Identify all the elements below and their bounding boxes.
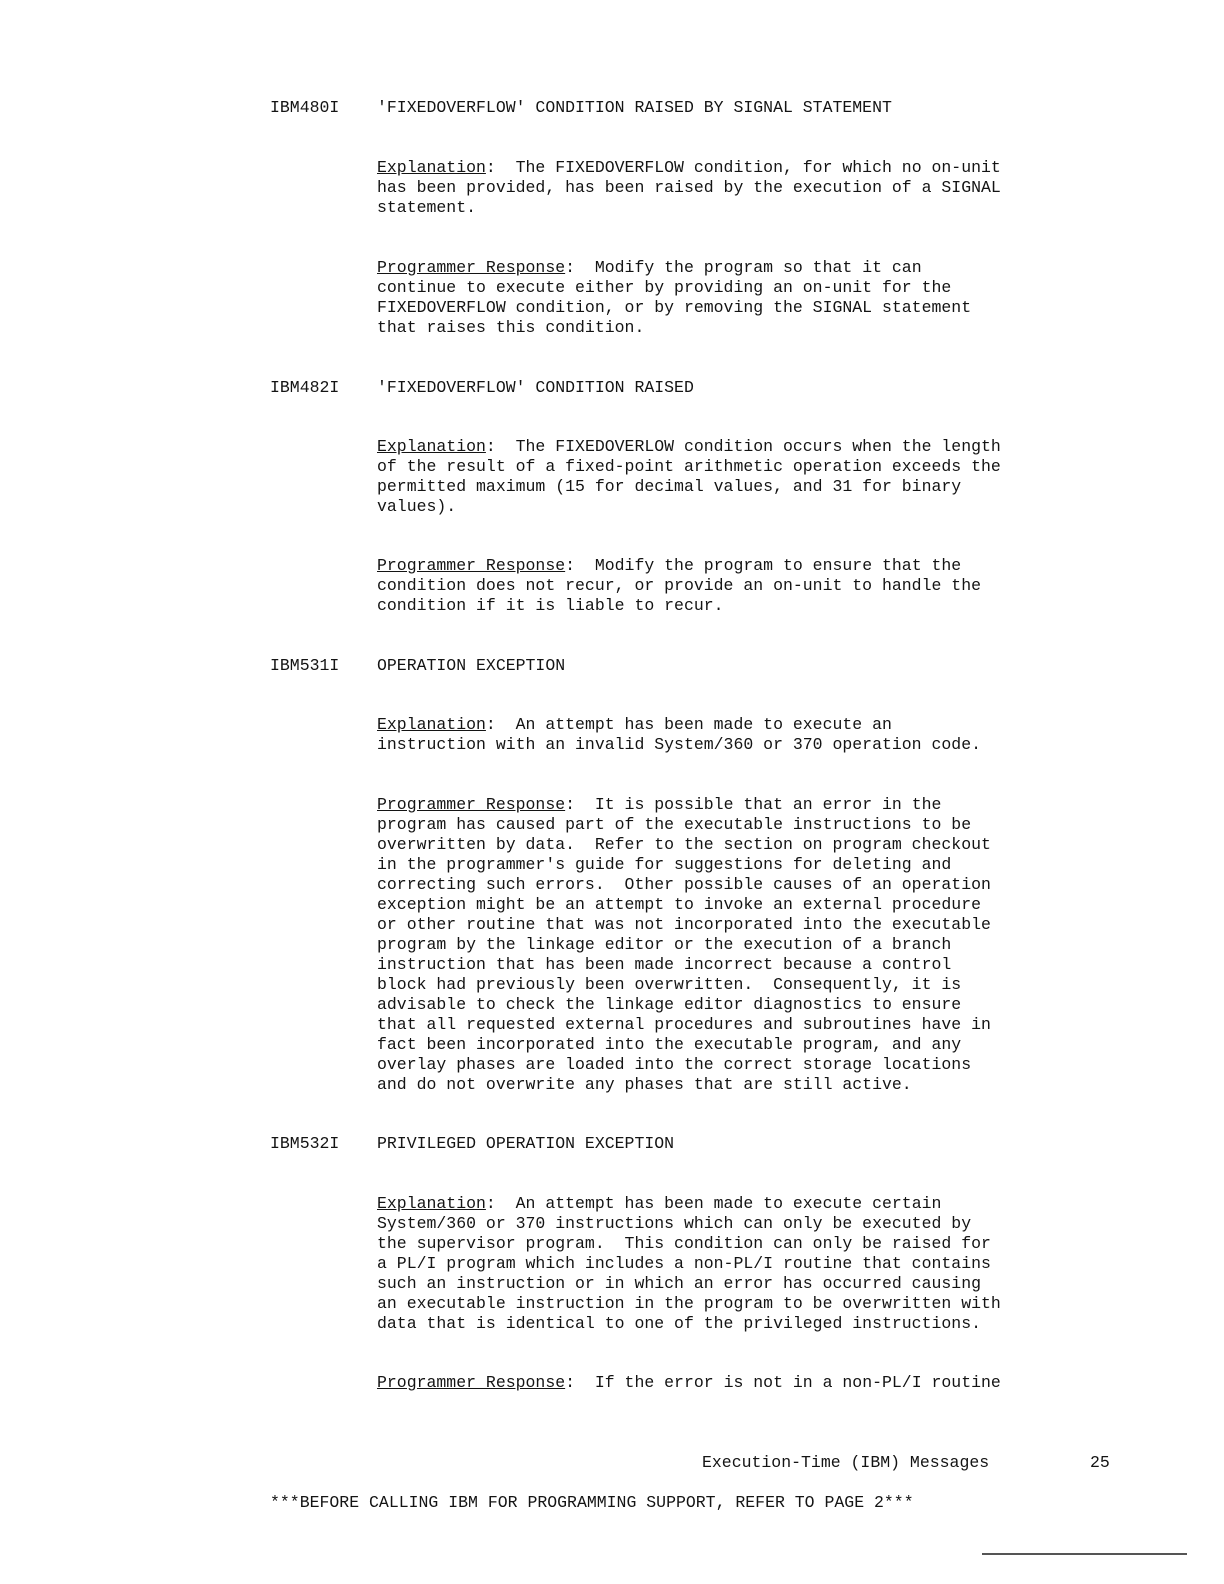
support-notice: ***BEFORE CALLING IBM FOR PROGRAMMING SUPPORT, REFER TO PAGE 2***	[270, 1493, 914, 1512]
message-response	[377, 1373, 1001, 1393]
response-label: Programmer Response	[377, 795, 566, 814]
message-title: OPERATION EXCEPTION	[377, 656, 566, 675]
message-code: IBM531I	[270, 656, 340, 675]
message-title: 'FIXEDOVERFLOW' CONDITION RAISED	[377, 378, 694, 397]
message-title: PRIVILEGED OPERATION EXCEPTION	[377, 1134, 675, 1153]
message-title: 'FIXEDOVERFLOW' CONDITION RAISED BY SIGNAL STATEMENT	[377, 98, 892, 117]
response-label: Programmer Response	[377, 258, 566, 277]
message-explanation	[377, 715, 981, 755]
explanation-label: Explanation	[377, 158, 486, 177]
response-label: Programmer Response	[377, 556, 566, 575]
explanation-text: : The FIXEDOVERFLOW condition, for which no on-unit has been provided, has been raised by the execution of a SIGNAL statement.	[377, 158, 1001, 217]
explanation-text: : An attempt has been made to execute an instruction with an invalid System/360 or 370 operation code.	[377, 715, 981, 754]
response-text: : Modify the program so that it can continue to execute either by providing an on-unit for the FIXEDOVERFLOW condition, or by removing the SIGNAL statement that raises this condition.	[377, 258, 972, 337]
explanation-label: Explanation	[377, 1194, 486, 1213]
message-response	[377, 556, 981, 616]
page-number: 25	[1090, 1453, 1110, 1472]
explanation-label: Explanation	[377, 715, 486, 734]
message-explanation	[377, 1194, 1001, 1334]
running-footer-title: Execution-Time (IBM) Messages	[702, 1453, 990, 1472]
response-text: : Modify the program to ensure that the condition does not recur, or provide an on-unit to handle the condition if it is liable to recur.	[377, 556, 981, 615]
message-explanation	[377, 158, 1001, 218]
message-code: IBM480I	[270, 98, 340, 117]
explanation-text: : The FIXEDOVERLOW condition occurs when the length of the result of a fixed-point arithmetic operation exceeds the permitted maximum (15 for decimal values, and 31 for binary values).	[377, 437, 1001, 516]
message-response	[377, 795, 991, 1095]
message-explanation	[377, 437, 1001, 517]
message-response	[377, 258, 971, 338]
message-code: IBM532I	[270, 1134, 340, 1153]
explanation-text: : An attempt has been made to execute certain System/360 or 370 instructions which can only be executed by the supervisor program. This condition can only be raised for a PL/I program which includes a non-PL/I routine that contains such an instruction or in which an error has occurred causing an executable instruction in the program to be overwritten with data that is identical to one of the privileged instructions.	[377, 1194, 1001, 1333]
response-text: : If the error is not in a non-PL/I routine	[565, 1373, 1001, 1392]
response-label: Programmer Response	[377, 1373, 566, 1392]
message-code: IBM482I	[270, 378, 340, 397]
bottom-rule	[982, 1553, 1187, 1555]
response-text: : It is possible that an error in the program has caused part of the executable instructions to be overwritten by data. Refer to the section on program checkout in the programmer's guide for suggestions for deleting and correcting such errors. Other possible causes of an operation exception might be an attempt to invoke an external procedure or other routine that was not incorporated into the executable program by the linkage editor or the execution of a branch instruction that has been made incorrect because a control block had previously been overwritten. Consequently, it is advisable to check the linkage editor diagnostics to ensure that all requested external procedures and subroutines have in fact been incorporated into the executable program, and any overlay phases are loaded into the correct storage locations and do not overwrite any phases that are still active.	[377, 795, 991, 1094]
explanation-label: Explanation	[377, 437, 486, 456]
